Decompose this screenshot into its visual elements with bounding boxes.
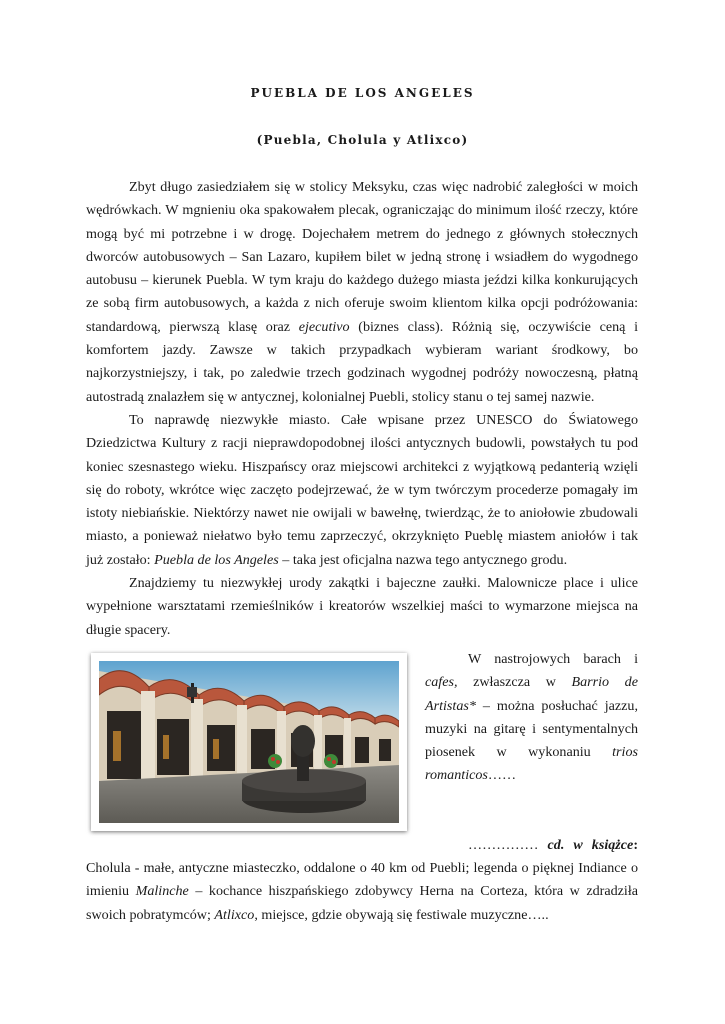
continuation-paragraph: …………… cd. w książce: Cholula - małe, antyczne miasteczko, oddalone o 40 km od Puebli; legenda o pięknej Indiance o imieniu Malinche – kochance hiszpańskiego zdobywcy Herna na Corteza, która w zdradziła swoich pobratymców; Atlixco, miejsce, gdzie obywają się festiwale muzyczne….. (86, 836, 639, 923)
page-title: PUEBLA DE LOS ANGELES (250, 86, 475, 100)
page-subtitle: (Puebla, Cholula y Atlixco) (256, 133, 469, 147)
paragraph-3: Znajdziemy tu niezwykłej urody zakątki i bajeczne zaułki. Malownicze place i ulice wypełnione warsztatami rzemieślników i kreatorów wszelkiej maści to wymarzone miejsca na długie spacery. (86, 575, 638, 638)
article-body (86, 176, 638, 927)
paragraph-2: To naprawdę niezwykłe miasto. Całe wpisane przez UNESCO do Światowego Dziedzictwa Kultury z racji nieprawdopodobnej ilości antycznych budowli, powstałych tu pod koniec szesnastego wieku. Hiszpańscy oraz miejscowi architekci z wyjątkową pedanterią wzięli się do roboty, wkrótce więc zaczęto podejrzewać, że w tym twórczym procederze pomagały im istoty niebiańskie. Niektórzy nawet nie owijali w bawełnę, twierdząc, że to aniołowie zbudowali miasto, a ponieważ niełatwo było temu zaprzeczyć, okrzyknięto Pueblę miastem aniołów i tak już zostało: Puebla de los Angeles – taka jest oficjalna nazwa tego antycznego grodu. (86, 411, 638, 568)
paragraph-1: Zbyt długo zasiedziałem się w stolicy Meksyku, czas więc nadrobić zaległości w moich wędrówkach. W mgnieniu oka spakowałem plecak, ograniczając do minimum ilość rzeczy, które mogą być mi potrzebne i w drogę. Dojechałem metrem do jednego z głównych stołecznych dworców autobusowych – San Lazaro, kupiłem bilet w jedną stronę i wsiadłem do wygodnego autobusu – kierunek Puebla. W tym kraju do każdego dużego miasta jeździ kilka konkurujących ze sobą firm autobusowych, a każda z nich oferuje swoim klientom kilka opcji podróżowania: standardową, pierwszą klasę oraz ejecutivo (biznes class). Różnią się, oczywiście ceną i komfortem jazdy. Zawsze w takich przypadkach wybieram wariant środkowy, bo najkorzystniejszy, i tak, po zaledwie trzech godzinach wygodnej podróży nowoczesną, płatną autostradą znalazłem się w antycznej, kolonialnej Puebli, stolicy stanu o tej samej nazwie. (86, 179, 639, 405)
courtyard-photo-image (99, 661, 399, 823)
puebla-photo (91, 653, 407, 831)
continued-in-book-label: cd. w książce (547, 836, 634, 853)
side-paragraph: W nastrojowych barach i cafes, zwłaszcza w Barrio de Artistas* – można posłuchać jazzu, muzyki na gitarę i sentymentalnych piosenek w wykonaniu trios romanticos…… (425, 650, 638, 784)
